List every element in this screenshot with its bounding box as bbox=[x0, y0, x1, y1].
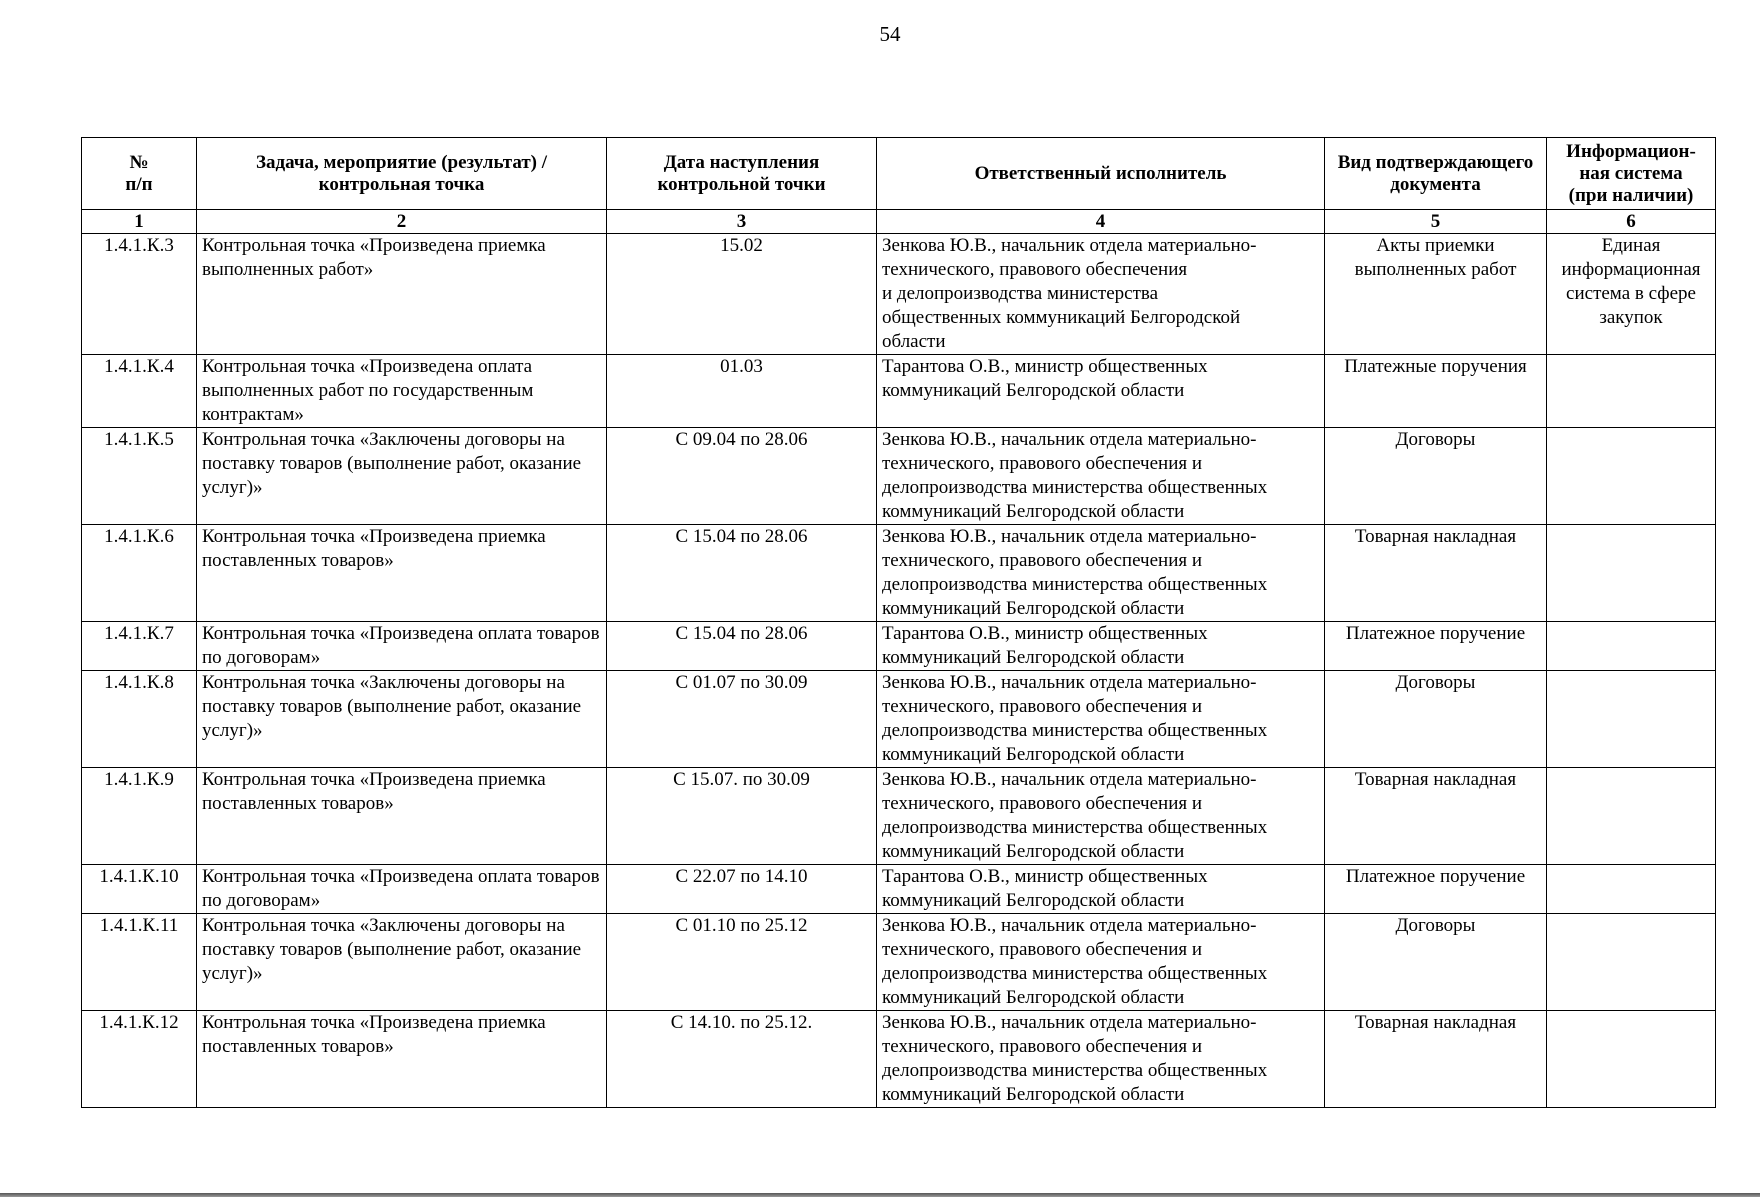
cell-responsible: Тарантова О.В., министр общественных коммуникаций Белгородской области bbox=[877, 622, 1325, 671]
cell-date: С 14.10. по 25.12. bbox=[607, 1011, 877, 1108]
cell-date: С 15.04 по 28.06 bbox=[607, 525, 877, 622]
cell-task: Контрольная точка «Произведена оплата товаров по договорам» bbox=[197, 865, 607, 914]
cell-document: Договоры bbox=[1325, 914, 1547, 1011]
column-number: 5 bbox=[1325, 210, 1547, 234]
table-row bbox=[82, 865, 1716, 914]
column-number: 2 bbox=[197, 210, 607, 234]
cell-responsible: Зенкова Ю.В., начальник отдела материально- технического, правового обеспечения и делопроизводства министерства общественных коммуникаций Белгородской области bbox=[877, 234, 1325, 355]
cell-responsible: Зенкова Ю.В., начальник отдела материально- технического, правового обеспечения и делопроизводства министерства общественных коммуникаций Белгородской области bbox=[877, 525, 1325, 622]
cell-document: Договоры bbox=[1325, 428, 1547, 525]
table-row bbox=[82, 914, 1716, 1011]
scan-edge-line bbox=[0, 1193, 1760, 1197]
cell-task: Контрольная точка «Заключены договоры на поставку товаров (выполнение работ, оказание услуг)» bbox=[197, 671, 607, 768]
table-row bbox=[82, 1011, 1716, 1108]
cell-info-system bbox=[1547, 428, 1716, 525]
cell-number: 1.4.1.К.10 bbox=[82, 865, 197, 914]
cell-info-system bbox=[1547, 914, 1716, 1011]
cell-task: Контрольная точка «Произведена приемка выполненных работ» bbox=[197, 234, 607, 355]
column-number: 3 bbox=[607, 210, 877, 234]
table-row bbox=[82, 525, 1716, 622]
cell-responsible: Тарантова О.В., министр общественных коммуникаций Белгородской области bbox=[877, 865, 1325, 914]
table-row bbox=[82, 355, 1716, 428]
cell-number: 1.4.1.К.3 bbox=[82, 234, 197, 355]
table-row bbox=[82, 428, 1716, 525]
cell-document: Товарная накладная bbox=[1325, 768, 1547, 865]
table-body bbox=[82, 234, 1716, 1108]
cell-document: Платежное поручение bbox=[1325, 622, 1547, 671]
column-number: 4 bbox=[877, 210, 1325, 234]
cell-number: 1.4.1.К.5 bbox=[82, 428, 197, 525]
header-document: Вид подтверждающего документа bbox=[1325, 138, 1547, 210]
header-num: № п/п bbox=[82, 138, 197, 210]
cell-info-system bbox=[1547, 865, 1716, 914]
cell-info-system bbox=[1547, 671, 1716, 768]
cell-task: Контрольная точка «Произведена оплата выполненных работ по государственным контрактам» bbox=[197, 355, 607, 428]
cell-task: Контрольная точка «Заключены договоры на поставку товаров (выполнение работ, оказание услуг)» bbox=[197, 914, 607, 1011]
cell-date: С 01.10 по 25.12 bbox=[607, 914, 877, 1011]
table-row bbox=[82, 671, 1716, 768]
cell-date: С 09.04 по 28.06 bbox=[607, 428, 877, 525]
header-task: Задача, мероприятие (результат) / контрольная точка bbox=[197, 138, 607, 210]
cell-info-system bbox=[1547, 622, 1716, 671]
cell-responsible: Зенкова Ю.В., начальник отдела материально- технического, правового обеспечения и делопроизводства министерства общественных коммуникаций Белгородской области bbox=[877, 768, 1325, 865]
header-info-system: Информацион- ная система (при наличии) bbox=[1547, 138, 1716, 210]
cell-date: С 15.04 по 28.06 bbox=[607, 622, 877, 671]
cell-responsible: Зенкова Ю.В., начальник отдела материально- технического, правового обеспечения и делопроизводства министерства общественных коммуникаций Белгородской области bbox=[877, 914, 1325, 1011]
cell-responsible: Зенкова Ю.В., начальник отдела материально- технического, правового обеспечения и делопроизводства министерства общественных коммуникаций Белгородской области bbox=[877, 671, 1325, 768]
cell-document: Товарная накладная bbox=[1325, 1011, 1547, 1108]
cell-info-system bbox=[1547, 355, 1716, 428]
column-number-row bbox=[82, 210, 1716, 234]
column-number: 1 bbox=[82, 210, 197, 234]
cell-date: С 22.07 по 14.10 bbox=[607, 865, 877, 914]
cell-date: С 15.07. по 30.09 bbox=[607, 768, 877, 865]
cell-number: 1.4.1.К.4 bbox=[82, 355, 197, 428]
cell-document: Платежное поручение bbox=[1325, 865, 1547, 914]
cell-task: Контрольная точка «Произведена приемка поставленных товаров» bbox=[197, 768, 607, 865]
cell-task: Контрольная точка «Произведена приемка поставленных товаров» bbox=[197, 525, 607, 622]
table-row bbox=[82, 234, 1716, 355]
cell-date: С 01.07 по 30.09 bbox=[607, 671, 877, 768]
table-row bbox=[82, 622, 1716, 671]
cell-date: 01.03 bbox=[607, 355, 877, 428]
cell-number: 1.4.1.К.12 bbox=[82, 1011, 197, 1108]
column-number: 6 bbox=[1547, 210, 1716, 234]
table-header-row bbox=[82, 138, 1716, 210]
cell-info-system: Единая информационная система в сфере закупок bbox=[1547, 234, 1716, 355]
cell-info-system bbox=[1547, 768, 1716, 865]
cell-responsible: Зенкова Ю.В., начальник отдела материально- технического, правового обеспечения и делопроизводства министерства общественных коммуникаций Белгородской области bbox=[877, 428, 1325, 525]
header-date: Дата наступления контрольной точки bbox=[607, 138, 877, 210]
cell-responsible: Тарантова О.В., министр общественных коммуникаций Белгородской области bbox=[877, 355, 1325, 428]
cell-number: 1.4.1.К.8 bbox=[82, 671, 197, 768]
cell-number: 1.4.1.К.9 bbox=[82, 768, 197, 865]
control-points-table bbox=[81, 137, 1716, 1108]
cell-document: Акты приемки выполненных работ bbox=[1325, 234, 1547, 355]
cell-info-system bbox=[1547, 1011, 1716, 1108]
cell-number: 1.4.1.К.7 bbox=[82, 622, 197, 671]
cell-document: Товарная накладная bbox=[1325, 525, 1547, 622]
cell-document: Договоры bbox=[1325, 671, 1547, 768]
cell-task: Контрольная точка «Заключены договоры на поставку товаров (выполнение работ, оказание услуг)» bbox=[197, 428, 607, 525]
cell-document: Платежные поручения bbox=[1325, 355, 1547, 428]
cell-responsible: Зенкова Ю.В., начальник отдела материально- технического, правового обеспечения и делопроизводства министерства общественных коммуникаций Белгородской области bbox=[877, 1011, 1325, 1108]
cell-task: Контрольная точка «Произведена приемка поставленных товаров» bbox=[197, 1011, 607, 1108]
cell-number: 1.4.1.К.11 bbox=[82, 914, 197, 1011]
cell-number: 1.4.1.К.6 bbox=[82, 525, 197, 622]
cell-date: 15.02 bbox=[607, 234, 877, 355]
cell-task: Контрольная точка «Произведена оплата товаров по договорам» bbox=[197, 622, 607, 671]
cell-info-system bbox=[1547, 525, 1716, 622]
page-number: 54 bbox=[879, 22, 901, 46]
header-responsible: Ответственный исполнитель bbox=[877, 138, 1325, 210]
table-row bbox=[82, 768, 1716, 865]
